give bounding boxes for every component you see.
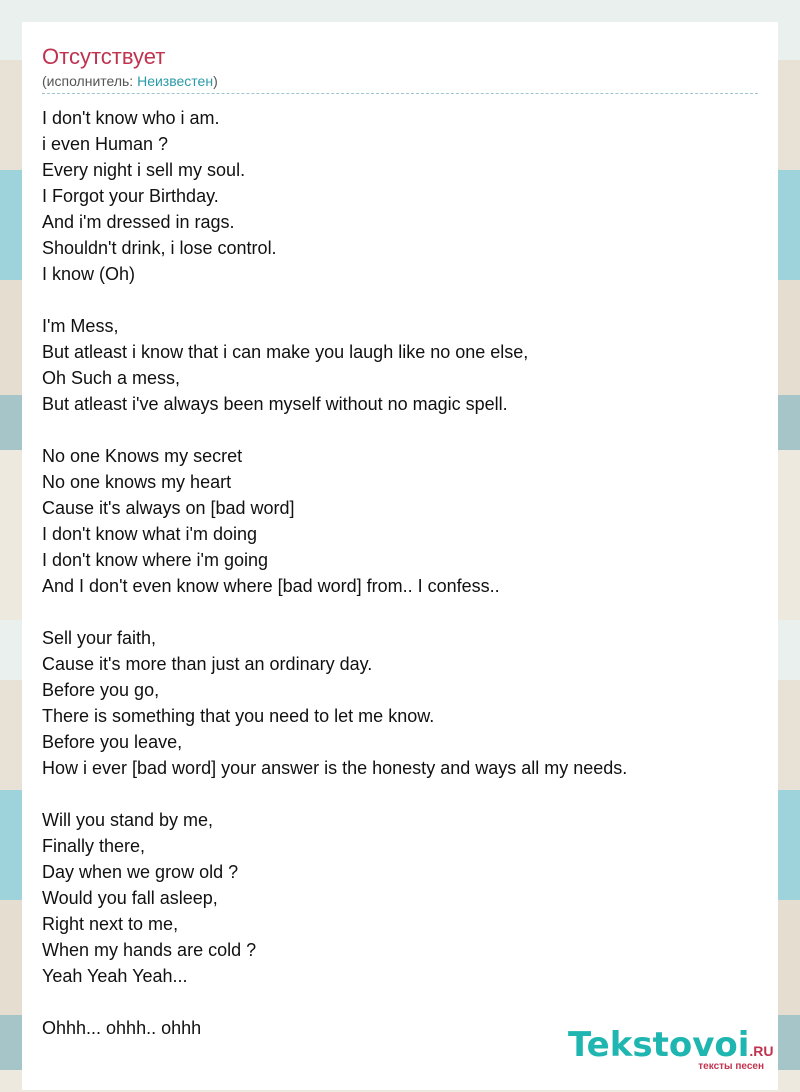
artist-link[interactable]: Неизвестен bbox=[137, 73, 214, 89]
lyric-line: Cause it's always on [bad word] bbox=[42, 498, 295, 518]
lyric-line: Before you go, bbox=[42, 680, 160, 700]
artist-line bbox=[42, 73, 758, 94]
lyric-line: When my hands are cold ? bbox=[42, 940, 257, 960]
lyric-line: How i ever [bad word] your answer is the honesty and ways all my needs. bbox=[42, 758, 628, 778]
lyric-line: Ohhh... ohhh.. ohhh bbox=[42, 1018, 202, 1038]
lyric-line: Day when we grow old ? bbox=[42, 862, 239, 882]
lyric-line: Would you fall asleep, bbox=[42, 888, 218, 908]
lyric-line: And i'm dressed in rags. bbox=[42, 212, 235, 232]
logo-name: Tekstovoi bbox=[568, 1025, 750, 1065]
lyrics-body bbox=[42, 105, 758, 1041]
lyric-line: No one Knows my secret bbox=[42, 446, 243, 466]
lyric-line: i even Human ? bbox=[42, 134, 169, 154]
site-logo[interactable] bbox=[568, 1025, 778, 1083]
artist-suffix: ) bbox=[213, 73, 218, 89]
lyric-line: Yeah Yeah Yeah... bbox=[42, 966, 188, 986]
lyric-line: Will you stand by me, bbox=[42, 810, 214, 830]
lyric-line: Every night i sell my soul. bbox=[42, 160, 246, 180]
lyric-line: I don't know where i'm going bbox=[42, 550, 268, 570]
logo-tagline: тексты песен bbox=[698, 1061, 764, 1072]
lyric-line: I know (Oh) bbox=[42, 264, 136, 284]
lyric-line: Cause it's more than just an ordinary day. bbox=[42, 654, 373, 674]
logo-tld: .RU bbox=[749, 1043, 774, 1059]
lyric-line: But atleast i know that i can make you laugh like no one else, bbox=[42, 342, 529, 362]
lyric-line: I Forgot your Birthday. bbox=[42, 186, 219, 206]
lyric-line bbox=[42, 287, 758, 313]
lyric-line: Before you leave, bbox=[42, 732, 183, 752]
song-header bbox=[42, 44, 758, 94]
lyric-line: There is something that you need to let me know. bbox=[42, 706, 435, 726]
lyric-line: No one knows my heart bbox=[42, 472, 232, 492]
lyric-line: I'm Mess, bbox=[42, 316, 119, 336]
lyric-line: I don't know who i am. bbox=[42, 108, 220, 128]
lyric-line: And I don't even know where [bad word] from.. I confess.. bbox=[42, 576, 500, 596]
lyric-line: Shouldn't drink, i lose control. bbox=[42, 238, 277, 258]
lyric-line: Right next to me, bbox=[42, 914, 179, 934]
lyric-line: Sell your faith, bbox=[42, 628, 157, 648]
lyric-line: But atleast i've always been myself without no magic spell. bbox=[42, 394, 508, 414]
lyric-line bbox=[42, 781, 758, 807]
lyric-line bbox=[42, 417, 758, 443]
lyric-line bbox=[42, 989, 758, 1015]
song-title: Отсутствует bbox=[42, 44, 166, 69]
lyric-line: Finally there, bbox=[42, 836, 146, 856]
lyric-line bbox=[42, 599, 758, 625]
lyric-line: Oh Such a mess, bbox=[42, 368, 181, 388]
artist-prefix: (исполнитель: bbox=[42, 73, 138, 89]
lyric-line: I don't know what i'm doing bbox=[42, 524, 257, 544]
lyrics-card bbox=[22, 22, 778, 1090]
